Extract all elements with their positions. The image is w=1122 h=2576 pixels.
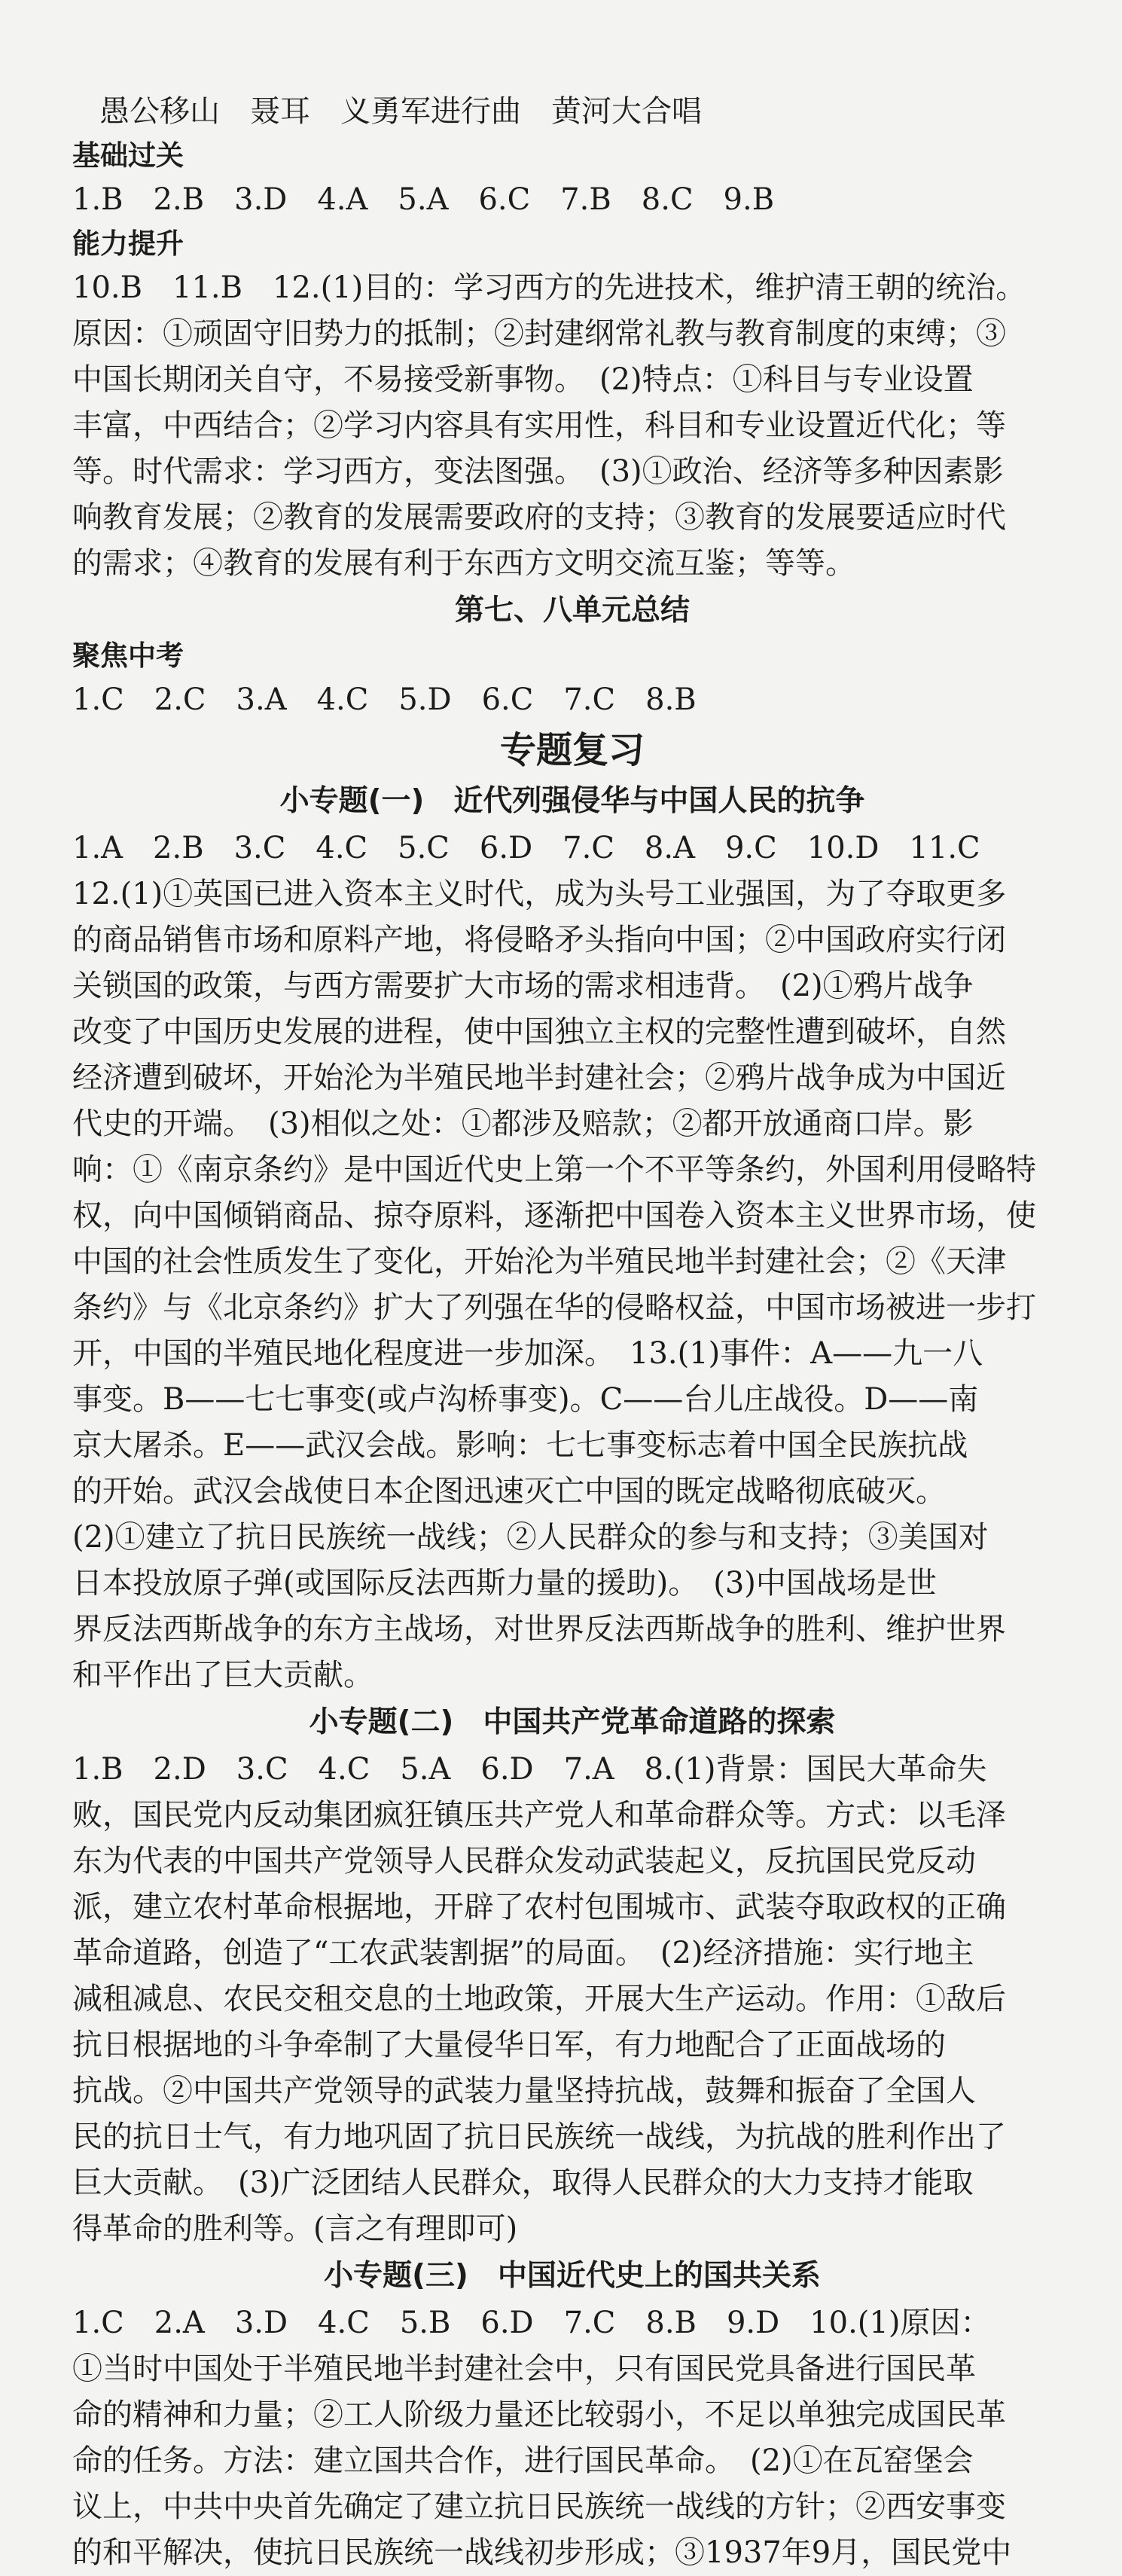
- text-line: 响教育发展；②教育的发展需要政府的支持；③教育的发展要适应时代: [72, 500, 1006, 535]
- text-line: 丰富，中西结合；②学习内容具有实用性，科目和专业设置近代化；等: [72, 408, 1006, 443]
- topic-heading: 第七、八单元总结: [454, 594, 690, 627]
- page-title: 专题复习: [499, 729, 645, 771]
- section-heading: 能力提升: [72, 227, 184, 260]
- text-line: 代史的开端。 (3)相似之处：①都涉及赔款；②都开放通商口岸。影: [72, 1106, 974, 1141]
- text-line: 抗日根据地的斗争牵制了大量侵华日军，有力地配合了正面战场的: [72, 2028, 946, 2062]
- text-line: 命的精神和力量；②工人阶级力量还比较弱小，不足以单独完成国民革: [72, 2397, 1006, 2432]
- text-line: 得革命的胜利等。(言之有理即可): [72, 2211, 518, 2246]
- text-line: 10.B 11.B 12.(1)目的：学习西方的先进技术，维护清王朝的统治。: [72, 270, 1026, 305]
- topic-heading: 小专题(三) 中国近代史上的国共关系: [324, 2259, 821, 2293]
- text-line: 响：①《南京条约》是中国近代史上第一个不平等条约，外国利用侵略特: [72, 1152, 1036, 1187]
- text-line: 命的任务。方法：建立国共合作，进行国民革命。 (2)①在瓦窑堡会: [72, 2443, 974, 2478]
- text-line: 12.(1)①英国已进入资本主义时代，成为头号工业强国，为了夺取更多: [72, 877, 1007, 911]
- text-line: 日本投放原子弹(或国际反法西斯力量的援助)。 (3)中国战场是世: [72, 1566, 937, 1601]
- text-line: 议上，中共中央首先确定了建立抗日民族统一战线的方针；②西安事变: [72, 2489, 1006, 2524]
- text-line: 的和平解决，使抗日民族统一战线初步形成；③1937年9月，国民党中: [72, 2535, 1012, 2570]
- text-line: 减租减息、农民交租交息的土地政策，开展大生产运动。作用：①敌后: [72, 1982, 1006, 2016]
- text-line: ①当时中国处于半殖民地半封建社会中，只有国民党具备进行国民革: [72, 2352, 976, 2386]
- text-line: 的开始。武汉会战使日本企图迅速灭亡中国的既定战略彻底破灭。: [72, 1474, 946, 1509]
- text-line: 愚公移山 聂耳 义勇军进行曲 黄河大合唱: [99, 94, 702, 129]
- text-line: 的商品销售市场和原料产地，将侵略矛头指向中国；②中国政府实行闭: [72, 923, 1006, 957]
- text-line: 原因：①顽固守旧势力的抵制；②封建纲常礼教与教育制度的束缚；③: [72, 316, 1006, 351]
- answer-line: 1.C 2.C 3.A 4.C 5.D 6.C 7.C 8.B: [72, 682, 697, 717]
- text-line: 抗战。②中国共产党领导的武装力量坚持抗战，鼓舞和振奋了全国人: [72, 2074, 976, 2108]
- text-line: 权，向中国倾销商品、掠夺原料，逐渐把中国卷入资本主义世界市场，使: [72, 1198, 1036, 1233]
- section-heading: 基础过关: [72, 139, 184, 172]
- text-line: 京大屠杀。E——武汉会战。影响：七七事变标志着中国全民族抗战: [72, 1428, 968, 1463]
- text-line: 事变。B——七七事变(或卢沟桥事变)。C——台儿庄战役。D——南: [72, 1382, 979, 1417]
- text-line: 1.B 2.D 3.C 4.C 5.A 6.D 7.A 8.(1)背景：国民大革命失: [72, 1752, 987, 1787]
- text-line: 条约》与《北京条约》扩大了列强在华的侵略权益，中国市场被进一步打: [72, 1290, 1036, 1325]
- text-line: 革命道路，创造了“工农武装割据”的局面。 (2)经济措施：实行地主: [72, 1936, 974, 1970]
- section-heading: 聚焦中考: [72, 639, 184, 672]
- text-line: 经济遭到破坏，开始沦为半殖民地半封建社会；②鸦片战争成为中国近: [72, 1061, 1006, 1095]
- text-line: 关锁国的政策，与西方需要扩大市场的需求相违背。 (2)①鸦片战争: [72, 969, 974, 1003]
- text-line: 改变了中国历史发展的进程，使中国独立主权的完整性遭到破坏，自然: [72, 1015, 1006, 1049]
- text-line: 中国长期闭关自守，不易接受新事物。 (2)特点：①科目与专业设置: [72, 362, 974, 397]
- topic-heading: 小专题(一) 近代列强侵华与中国人民的抗争: [279, 784, 865, 818]
- text-line: 败，国民党内反动集团疯狂镇压共产党人和革命群众等。方式：以毛泽: [72, 1798, 1006, 1833]
- text-line: 和平作出了巨大贡献。: [72, 1658, 373, 1692]
- text-line: 东为代表的中国共产党领导人民群众发动武装起义，反抗国民党反动: [72, 1844, 976, 1879]
- text-line: 中国的社会性质发生了变化，开始沦为半殖民地半封建社会；②《天津: [72, 1244, 1006, 1279]
- text-line: 等。时代需求：学习西方，变法图强。 (3)①政治、经济等多种因素影: [72, 454, 1004, 489]
- text-line: 的需求；④教育的发展有利于东西方文明交流互鉴；等等。: [72, 546, 855, 581]
- text-line: 开，中国的半殖民地化程度进一步加深。 13.(1)事件：A——九一八: [72, 1336, 983, 1371]
- answer-line: 1.A 2.B 3.C 4.C 5.C 6.D 7.C 8.A 9.C 10.D 11.C: [72, 831, 980, 865]
- text-line: 界反法西斯战争的东方主战场，对世界反法西斯战争的胜利、维护世界: [72, 1612, 1006, 1647]
- text-line: (2)①建立了抗日民族统一战线；②人民群众的参与和支持；③美国对: [72, 1520, 989, 1555]
- text-line: 巨大贡献。 (3)广泛团结人民群众，取得人民群众的大力支持才能取: [72, 2165, 974, 2200]
- text-line: 1.C 2.A 3.D 4.C 5.B 6.D 7.C 8.B 9.D 10.(1)原因：: [72, 2306, 991, 2340]
- text-line: 派，建立农村革命根据地，开辟了农村包围城市、武装夺取政权的正确: [72, 1890, 1006, 1924]
- text-line: 民的抗日士气，有力地巩固了抗日民族统一战线，为抗战的胜利作出了: [72, 2120, 1006, 2154]
- answer-line: 1.B 2.B 3.D 4.A 5.A 6.C 7.B 8.C 9.B: [72, 182, 775, 217]
- topic-heading: 小专题(二) 中国共产党革命道路的探索: [309, 1705, 836, 1739]
